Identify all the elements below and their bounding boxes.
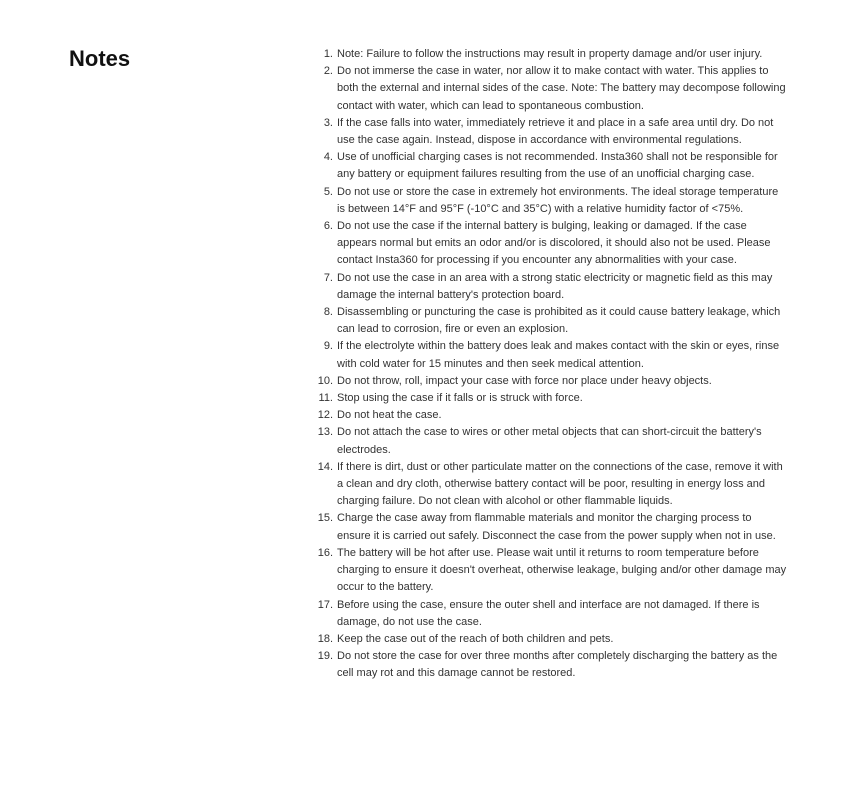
list-item-text: Do not use the case in an area with a strong static electricity or magnetic field as this may damage the internal battery's protection board. (337, 271, 773, 301)
list-item (310, 270, 788, 304)
list-item-text: Do not store the case for over three months after completely discharging the battery as the cell may rot and this damage cannot be restored. (337, 650, 778, 680)
list-item-text: Do not use or store the case in extremely hot environments. The ideal storage temperature is between 14°F and 95°F (-10°C and 35°C) with a relative humidity factor of <75%. (337, 185, 779, 215)
list-item-number: 2. (323, 65, 333, 78)
list-item-text: Do not heat the case. (337, 409, 442, 422)
list-item (310, 407, 788, 424)
list-item-text: Charge the case away from flammable materials and monitor the charging process to ensure it is carried out safely. Disconnect the case from the power supply when not in use. (337, 512, 776, 542)
list-item-text: The battery will be hot after use. Please wait until it returns to room temperature before charging to ensure it doesn't overheat, otherwise leakage, bulging and/or other damage may occur to the battery. (337, 546, 787, 594)
list-item-text: If the electrolyte within the battery does leak and makes contact with the skin or eyes, rinse with cold water for 15 minutes and then seek medical attention. (337, 340, 780, 370)
list-item-number: 3. (323, 116, 333, 129)
list-item (310, 510, 788, 544)
list-item (310, 373, 788, 390)
list-item-number: 1. (323, 48, 333, 60)
list-item-number: 11. (318, 392, 333, 405)
page-title: Notes (69, 46, 131, 71)
list-item-number: 13. (317, 426, 333, 439)
list-item-number: 16. (317, 546, 333, 559)
list-item (310, 424, 788, 458)
list-item (310, 304, 788, 338)
list-item-text: If there is dirt, dust or other particulate matter on the connections of the case, remove it with a clean and dry cloth, otherwise battery contact will be poor, resulting in energy loss and charging failure. Do not clean with alcohol or other flammable liquids. (337, 460, 783, 508)
list-item-number: 17. (317, 598, 333, 611)
list-item-text: Use of unofficial charging cases is not recommended. Insta360 shall not be responsible for any battery or equipment failures resulting from the use of an unofficial charging case. (337, 151, 778, 181)
list-item-text: Keep the case out of the reach of both children and pets. (337, 632, 614, 645)
list-item-number: 18. (317, 632, 333, 645)
list-item-text: Do not immerse the case in water, nor allow it to make contact with water. This applies to both the external and internal sides of the case. Note: The battery may decompose following contact with water, which can lead to spontaneous combustion. (337, 65, 786, 112)
list-item (310, 218, 788, 270)
list-item-number: 4. (323, 151, 333, 164)
list-item-text: Note: Failure to follow the instructions may result in property damage and/or user injury. (337, 48, 763, 60)
list-item-text: Do not throw, roll, impact your case with force nor place under heavy objects. (337, 374, 712, 387)
notes-list (310, 46, 788, 683)
list-item-text: Do not use the case if the internal battery is bulging, leaking or damaged. If the case appears normal but emits an odor and/or is discolored, it should also not be used. Please contact Insta360 for processing if you encounter any abnormalities with your case. (337, 220, 771, 267)
list-item-text: Stop using the case if it falls or is struck with force. (337, 392, 583, 405)
list-item-number: 19. (317, 650, 333, 663)
list-item-number: 15. (317, 512, 333, 525)
list-item (310, 648, 788, 682)
list-item-text: If the case falls into water, immediately retrieve it and place in a safe area until dry. Do not use the case again. Instead, dispose in accordance with environmental regulations. (337, 116, 774, 147)
list-item (310, 115, 788, 149)
list-item-number: 9. (323, 340, 333, 353)
list-item (310, 149, 788, 183)
list-item (310, 184, 788, 218)
list-item-number: 8. (323, 306, 333, 319)
list-item (310, 545, 788, 597)
list-item-number: 6. (323, 220, 333, 233)
list-item (310, 46, 788, 63)
list-item (310, 390, 788, 407)
list-item (310, 338, 788, 372)
list-item (310, 597, 788, 631)
list-item-number: 14. (317, 460, 333, 473)
list-item-number: 10. (317, 374, 333, 387)
list-item-text: Disassembling or puncturing the case is prohibited as it could cause battery leakage, which can lead to corrosion, fire or even an explosion. (337, 306, 781, 336)
list-item (310, 63, 788, 115)
list-item-text: Do not attach the case to wires or other metal objects that can short-circuit the battery's electrodes. (337, 426, 762, 456)
list-item (310, 631, 788, 648)
list-item-number: 12. (317, 409, 333, 422)
list-item (310, 459, 788, 511)
list-item-number: 5. (323, 185, 333, 198)
list-item-text: Before using the case, ensure the outer shell and interface are not damaged. If there is damage, do not use the case. (337, 598, 760, 628)
list-item-number: 7. (323, 271, 333, 284)
